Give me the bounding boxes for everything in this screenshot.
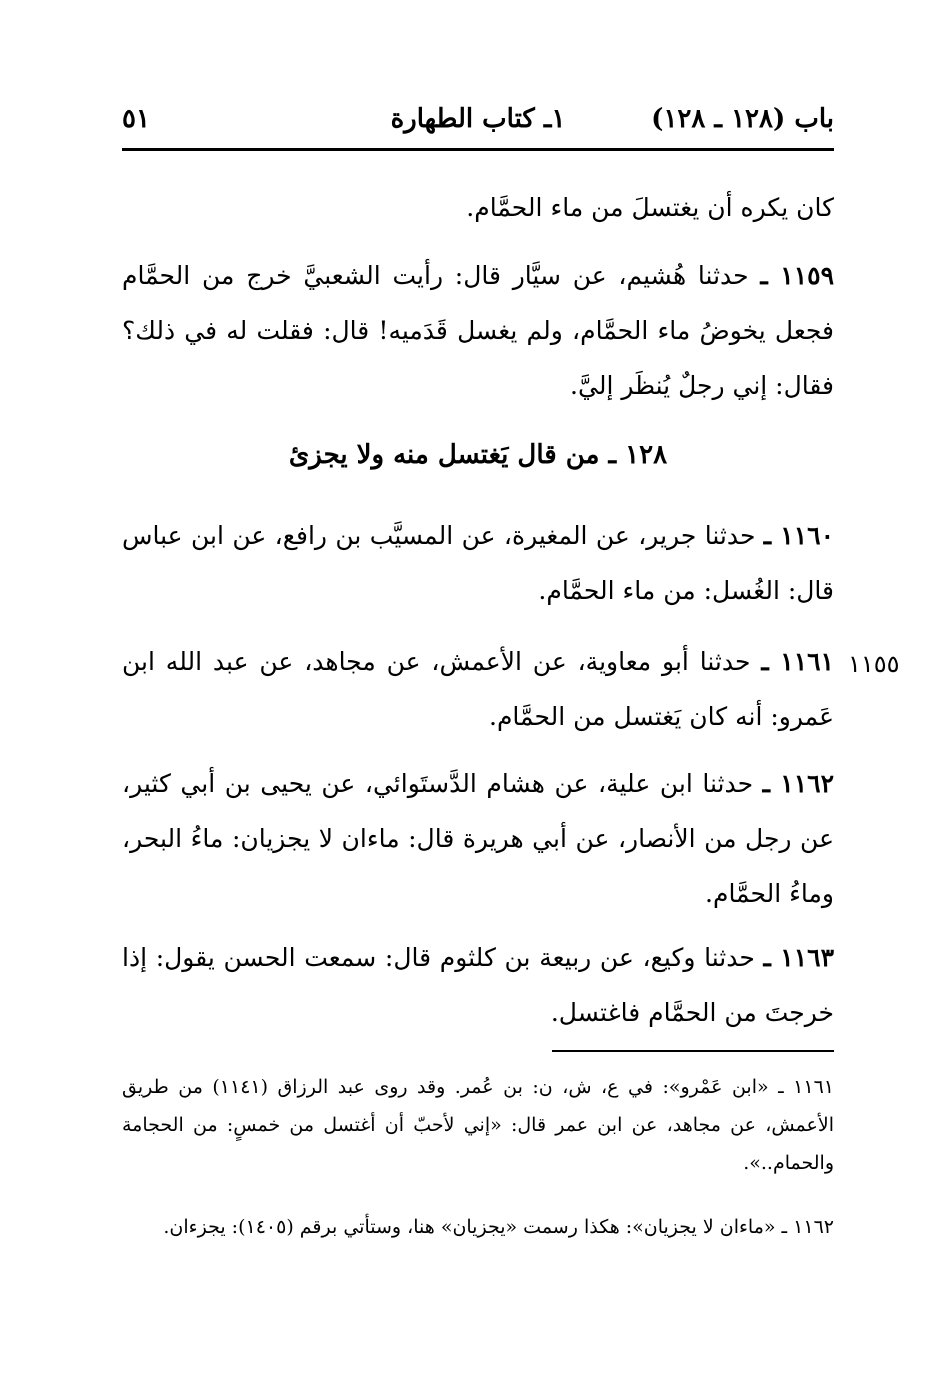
book-title: ١ـ كتاب الطهارة (390, 104, 566, 134)
hadith-number: ١١٥٩ ـ (760, 261, 835, 290)
hadith-1159 (122, 248, 834, 413)
hadith-text: حدثنا جرير، عن المغيرة، عن المسيَّب بن رافع، عن ابن عباس قال: الغُسل: من ماء الحمَّام. (122, 521, 834, 605)
hadith-1163 (122, 930, 834, 1040)
hadith-text: حدثنا وكيع، عن ربيعة بن كلثوم قال: سمعت الحسن يقول: إذا خرجتَ من الحمَّام فاغتسل. (122, 943, 834, 1027)
hadith-number: ١١٦٢ ـ (762, 769, 835, 798)
footnote-divider (552, 1050, 834, 1052)
margin-reference-number: ١١٥٥ (848, 650, 900, 678)
hadith-text: حدثنا أبو معاوية، عن الأعمش، عن مجاهد، عن عبد الله ابن عَمرو: أنه كان يَغتسل من الحمَّام. (122, 647, 834, 731)
footnote-1161: ١١٦١ ـ «ابن عَمْرو»: في ع، ش، ن: بن عُمر. وقد روى عبد الرزاق (١١٤١) من طريق الأعمش، عن مجاهد، عن ابن عمر قال: «إني لأحبّ أن أغتسل من خمسٍ: من الحجامة والحمام..». (122, 1076, 834, 1174)
hadith-text: حدثنا هُشيم، عن سيَّار قال: رأيت الشعبيَّ خرج من الحمَّام فجعل يخوضُ ماء الحمَّام، ولم يغسل قَدَميه! قال: فقلت له في ذلك؟ فقال: إني رجلٌ يُنظَر إليَّ. (122, 261, 834, 400)
hadith-1162 (122, 756, 834, 921)
hadith-1160 (122, 508, 834, 618)
hadith-text: حدثنا ابن علية، عن هشام الدَّستَوائي، عن يحيى بن أبي كثير، عن رجل من الأنصار، عن أبي هريرة قال: ماءان لا يجزيان: ماءُ البحر، وماءُ الحمَّام. (122, 769, 834, 908)
hadith-1161 (122, 634, 834, 744)
paragraph-continuation (122, 180, 834, 235)
hadith-number: ١١٦٠ ـ (763, 521, 834, 550)
hadith-number: ١١٦١ ـ (761, 647, 834, 676)
header-divider (122, 148, 834, 151)
section-heading: ١٢٨ ـ من قال يَغتسل منه ولا يجزئ (288, 440, 668, 470)
hadith-number: ١١٦٣ ـ (763, 943, 834, 972)
chapter-title: باب (١٢٨ ـ ١٢٨) (651, 104, 834, 134)
paragraph-text: كان يكره أن يغتسلَ من ماء الحمَّام. (466, 193, 834, 222)
running-header (122, 100, 834, 144)
page-number: ٥١ (122, 104, 150, 134)
footnote-1162: ١١٦٢ ـ «ماءان لا يجزيان»: هكذا رسمت «يجزيان» هنا، وستأتي برقم (١٤٠٥): يجزءان. (163, 1216, 834, 1238)
